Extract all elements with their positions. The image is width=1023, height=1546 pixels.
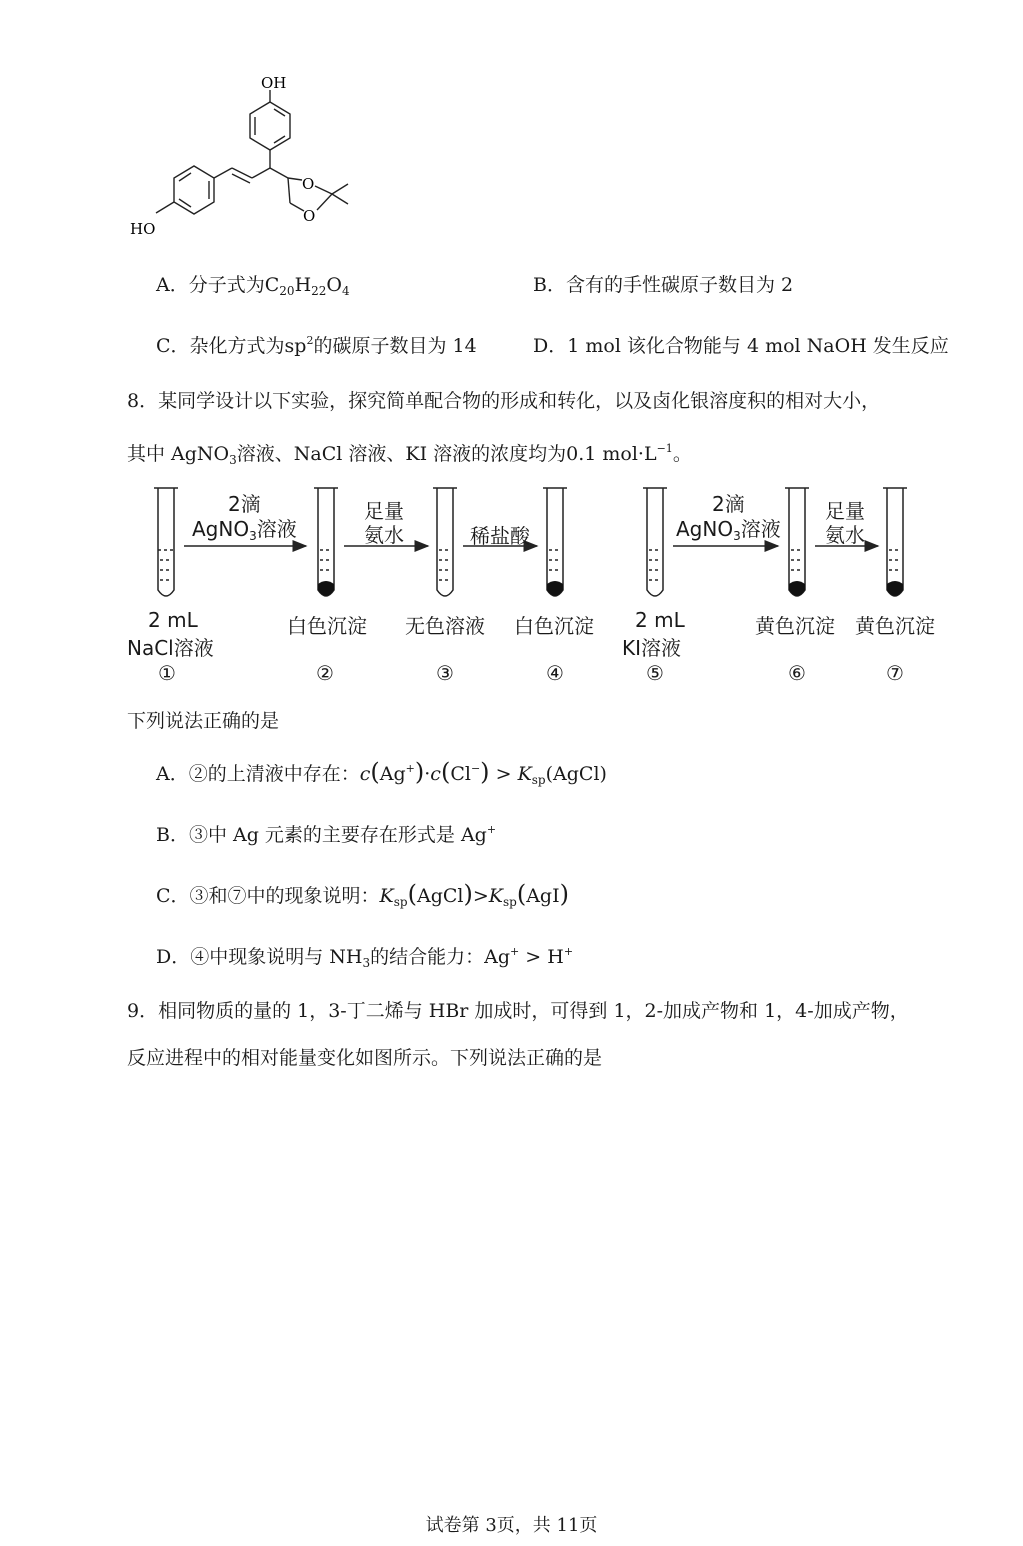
arrow-4-top-label: 2滴 — [712, 492, 745, 516]
question-8-line2: 其中 AgNO$_3$溶液、NaCl 溶液、KI 溶液的浓度均为0.1 $mol\cdot L^{-1}$。 — [127, 442, 692, 467]
tube-number-6: ⑥ — [788, 661, 806, 685]
tube-7-label: 黄色沉淀 — [855, 614, 935, 638]
arrow-5-top-label: 足量 — [825, 499, 865, 523]
ho-left-label: HO — [130, 220, 156, 238]
tube-number-2: ② — [316, 661, 334, 685]
test-tube-5 — [643, 488, 667, 596]
page-footer: 试卷第 3页，共 11页 — [425, 1515, 598, 1536]
question-9-line1: 9．相同物质的量的 1，3-丁二烯与 HBr 加成时，可得到 1，2-加成产物和 1，4-加成产物， — [127, 1000, 909, 1022]
arrow-1-bottom-label: AgNO$_3$溶液 — [192, 517, 297, 543]
tube-1-label-line1: 2 mL — [148, 608, 198, 632]
option-8d: D．④中现象说明与 $NH_3$的结合能力：Ag+ > H+ — [156, 945, 574, 970]
tube-number-1: ① — [158, 661, 176, 685]
oxygen-label: O — [302, 175, 315, 193]
arrow-1-top-label: 2滴 — [228, 492, 261, 516]
oxygen-label: O — [303, 207, 316, 225]
question-9-line2: 反应进程中的相对能量变化如图所示。下列说法正确的是 — [127, 1047, 603, 1069]
option-8b: B．③中 Ag 元素的主要存在形式是 Ag+ — [156, 823, 497, 846]
question-8-prompt: 下列说法正确的是 — [127, 710, 280, 732]
test-tube-2 — [314, 488, 338, 596]
tube-5-label-line2: KI溶液 — [622, 636, 682, 660]
test-tube-1 — [154, 488, 178, 596]
tube-number-5: ⑤ — [646, 661, 664, 685]
test-tube-7 — [883, 488, 907, 596]
arrow-4-bottom-label: AgNO$_3$溶液 — [676, 517, 781, 543]
tube-6-label: 黄色沉淀 — [755, 614, 835, 638]
option-7c: C．杂化方式为$sp^2$的碳原子数目为 14 — [156, 334, 477, 357]
tube-5-label-line1: 2 mL — [635, 608, 685, 632]
tube-number-7: ⑦ — [886, 661, 904, 685]
test-tube-6 — [785, 488, 809, 596]
option-7d: D．1 mol 该化合物能与 4 mol NaOH 发生反应 — [533, 335, 949, 357]
question-8-line1: 8．某同学设计以下实验，探究简单配合物的形成和转化，以及卤化银溶度积的相对大小， — [127, 390, 881, 412]
option-8a: A．②的上清液中存在：$c(Ag^+)\cdot c(Cl^-) > K_{sp}(AgCl)$ — [156, 758, 607, 787]
arrow-2-bottom-label: 氨水 — [364, 523, 404, 547]
arrow-3-label: 稀盐酸 — [470, 524, 530, 548]
test-tube-3 — [433, 488, 457, 596]
arrow-5-bottom-label: 氨水 — [825, 523, 865, 547]
chemical-structure — [120, 70, 360, 245]
tube-number-4: ④ — [546, 661, 564, 685]
test-tube-4 — [543, 488, 567, 596]
option-8c: C．③和⑦中的现象说明：$K_{sp}(AgCl)>K_{sp}(AgI)$ — [156, 880, 569, 909]
oh-top-label: OH — [261, 74, 287, 92]
arrow-2-top-label: 足量 — [364, 499, 404, 523]
tube-1-label-line2: NaCl溶液 — [127, 636, 214, 660]
option-7a: A．分子式为$C_{20}H_{22}O_4$ — [156, 274, 350, 298]
tube-4-label: 白色沉淀 — [514, 614, 594, 638]
tube-number-3: ③ — [436, 661, 454, 685]
option-7b: B．含有的手性碳原子数目为 2 — [533, 274, 794, 296]
tube-2-label: 白色沉淀 — [287, 614, 367, 638]
tube-3-label: 无色溶液 — [405, 614, 485, 638]
